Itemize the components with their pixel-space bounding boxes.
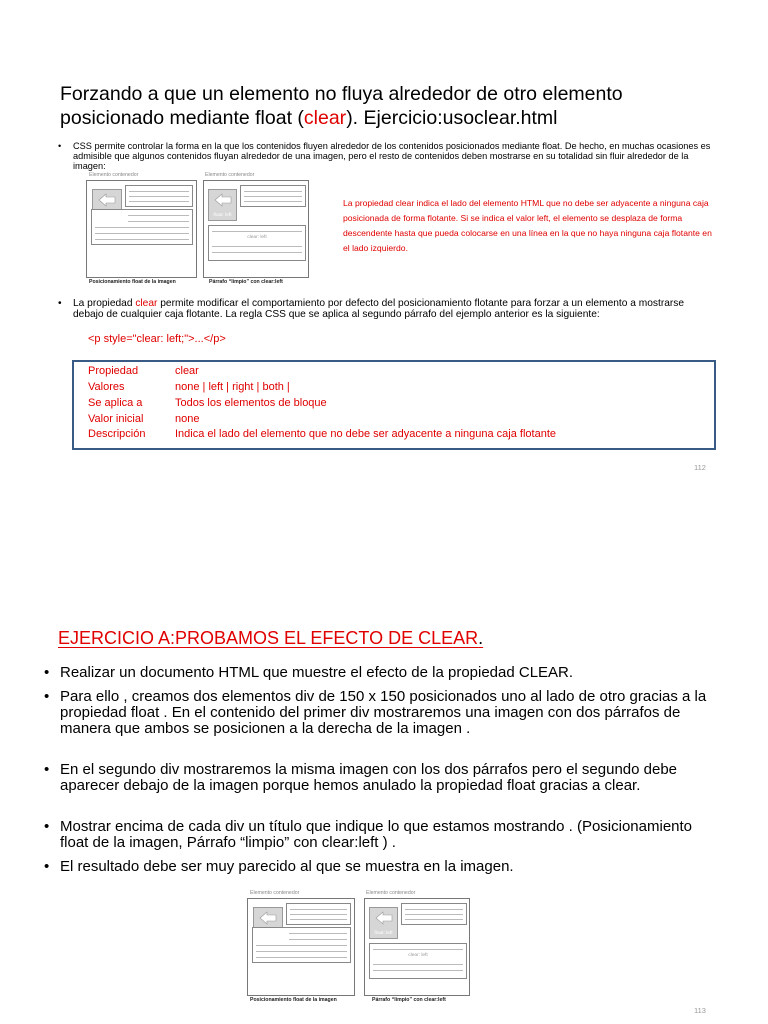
table-key: Se aplica a — [88, 397, 143, 409]
table-key: Valores — [88, 381, 125, 393]
title-text: Forzando a que un elemento no fluya alrededor de otro elemento posicionado mediante float ( — [60, 83, 623, 129]
bullet-dot: • — [44, 858, 50, 875]
exercise-bullet — [44, 761, 720, 794]
paragraph-block — [252, 927, 351, 963]
float-label: float: left — [374, 931, 393, 936]
css-code-snippet: <p style="clear: left;">...</p> — [88, 333, 226, 345]
float-image — [208, 189, 237, 221]
float-diagram-top — [86, 172, 316, 287]
caption-right: Párrafo “limpio” con clear:left — [372, 997, 446, 1003]
bullet-text: Para ello , creamos dos elementos div de 150 x 150 posicionados uno al lado de otro gracias a la propiedad float . En el contenido del primer div mostraremos una imagen con dos párrafos de manera que ambos se posicionen a la derecha de la imagen . — [60, 688, 707, 737]
title-highlight: clear — [303, 107, 347, 129]
bullet-text: En el segundo div mostraremos la misma imagen con los dos párrafos pero el segundo debe aparecer debajo de la imagen porque hemos anulado la propiedad float gracias a clear. — [60, 761, 678, 794]
table-value: none | left | right | both | — [175, 381, 290, 393]
bullet-dot: • — [44, 818, 50, 835]
exercise-bullet — [44, 688, 720, 737]
bullet-clear — [58, 298, 713, 320]
float-image — [369, 907, 398, 939]
paragraph-block — [401, 903, 467, 925]
bullet-dot: • — [44, 688, 50, 705]
exercise-bullet — [44, 858, 720, 875]
table-value: none — [175, 413, 200, 425]
exercise-bullet — [44, 818, 720, 851]
table-value: Todos los elementos de bloque — [175, 397, 327, 409]
paragraph-block — [286, 903, 351, 925]
exercise-title — [58, 628, 483, 649]
container-label: Elemento contenedor — [250, 890, 300, 896]
container-label: Elemento contenedor — [366, 890, 416, 896]
table-key: Descripción — [88, 428, 146, 440]
caption-left: Posicionamiento float de la imagen — [250, 997, 337, 1003]
bullet-dot: • — [58, 141, 62, 151]
property-table — [72, 360, 716, 450]
clear-label: clear: left — [408, 953, 428, 958]
paragraph-block — [125, 185, 193, 207]
arrow-left-icon — [375, 911, 393, 925]
arrow-left-icon — [98, 193, 116, 207]
page-number: 113 — [694, 1006, 706, 1015]
clear-explanation-note: La propiedad clear indica el lado del elemento HTML que no debe ser adyacente a ninguna caja posicionada de forma flotante. Si se indica el valor left, el elemento se desplaza de forma descendente hasta que pueda colocarse en una línea en la que no haya ninguna caja flotante en el lado izquierdo. — [343, 198, 712, 253]
float-diagram-bottom — [247, 890, 477, 1005]
container-label: Elemento contenedor — [89, 172, 139, 178]
bullet-dot: • — [44, 761, 50, 778]
bullet-dot: • — [44, 664, 50, 681]
container-box-left — [86, 180, 197, 278]
arrow-left-icon — [259, 911, 277, 925]
page-number: 112 — [694, 463, 706, 472]
slide-title — [60, 82, 720, 130]
table-key: Propiedad — [88, 365, 139, 377]
table-value: Indica el lado del elemento que no debe ser adyacente a ninguna caja flotante — [175, 428, 557, 440]
bullet-text: La propiedad — [73, 298, 136, 309]
bullet-dot: • — [58, 298, 62, 309]
container-box-left — [247, 898, 355, 996]
cleared-paragraph-block — [208, 225, 306, 261]
title-text-end: ). Ejercicio:usoclear.html — [346, 107, 558, 129]
paragraph-block — [240, 185, 306, 207]
container-box-right — [203, 180, 309, 278]
exercise-bullet — [44, 664, 720, 681]
bullet-text: Realizar un documento HTML que muestre el efecto de la propiedad CLEAR. — [60, 664, 574, 681]
exercise-title-dot: . — [478, 628, 484, 648]
bullet-intro — [58, 141, 713, 171]
bullet-text: Mostrar encima de cada div un título que indique lo que estamos mostrando . (Posicionamiento float de la imagen, Párrafo “limpio” con clear:left ) . — [60, 818, 693, 851]
clear-label: clear: left — [247, 235, 267, 240]
bullet-text-end: permite modificar el comportamiento por defecto del posicionamiento flotante para forzar a un elemento a mostrarse debajo de cualquier caja flotante. La regla CSS que se aplica al segundo párrafo del ejemplo anterior es la siguiente: — [73, 298, 685, 320]
bullet-text: El resultado debe ser muy parecido al que se muestra en la imagen. — [60, 858, 514, 875]
bullet-highlight: clear — [135, 298, 158, 309]
container-label: Elemento contenedor — [205, 172, 255, 178]
bullet-text: CSS permite controlar la forma en la que los contenidos fluyen alrededor de los contenidos posicionados mediante float. De hecho, en muchas ocasiones es admisible que algunos contenidos fluyan alrededor de una imagen, pero el resto de contenidos deben mostrarse en su totalidad sin fluir alrededor de la imagen: — [73, 141, 711, 171]
table-value: clear — [175, 365, 199, 377]
caption-left: Posicionamiento float de la imagen — [89, 279, 176, 285]
caption-right: Párrafo “limpio” con clear:left — [209, 279, 283, 285]
cleared-paragraph-block — [369, 943, 467, 979]
arrow-left-icon — [214, 193, 232, 207]
paragraph-block — [91, 209, 193, 245]
table-key: Valor inicial — [88, 413, 144, 425]
float-label: float: left — [213, 213, 232, 218]
exercise-title-text: EJERCICIO A:PROBAMOS EL EFECTO DE CLEAR — [58, 628, 479, 648]
container-box-right — [364, 898, 470, 996]
